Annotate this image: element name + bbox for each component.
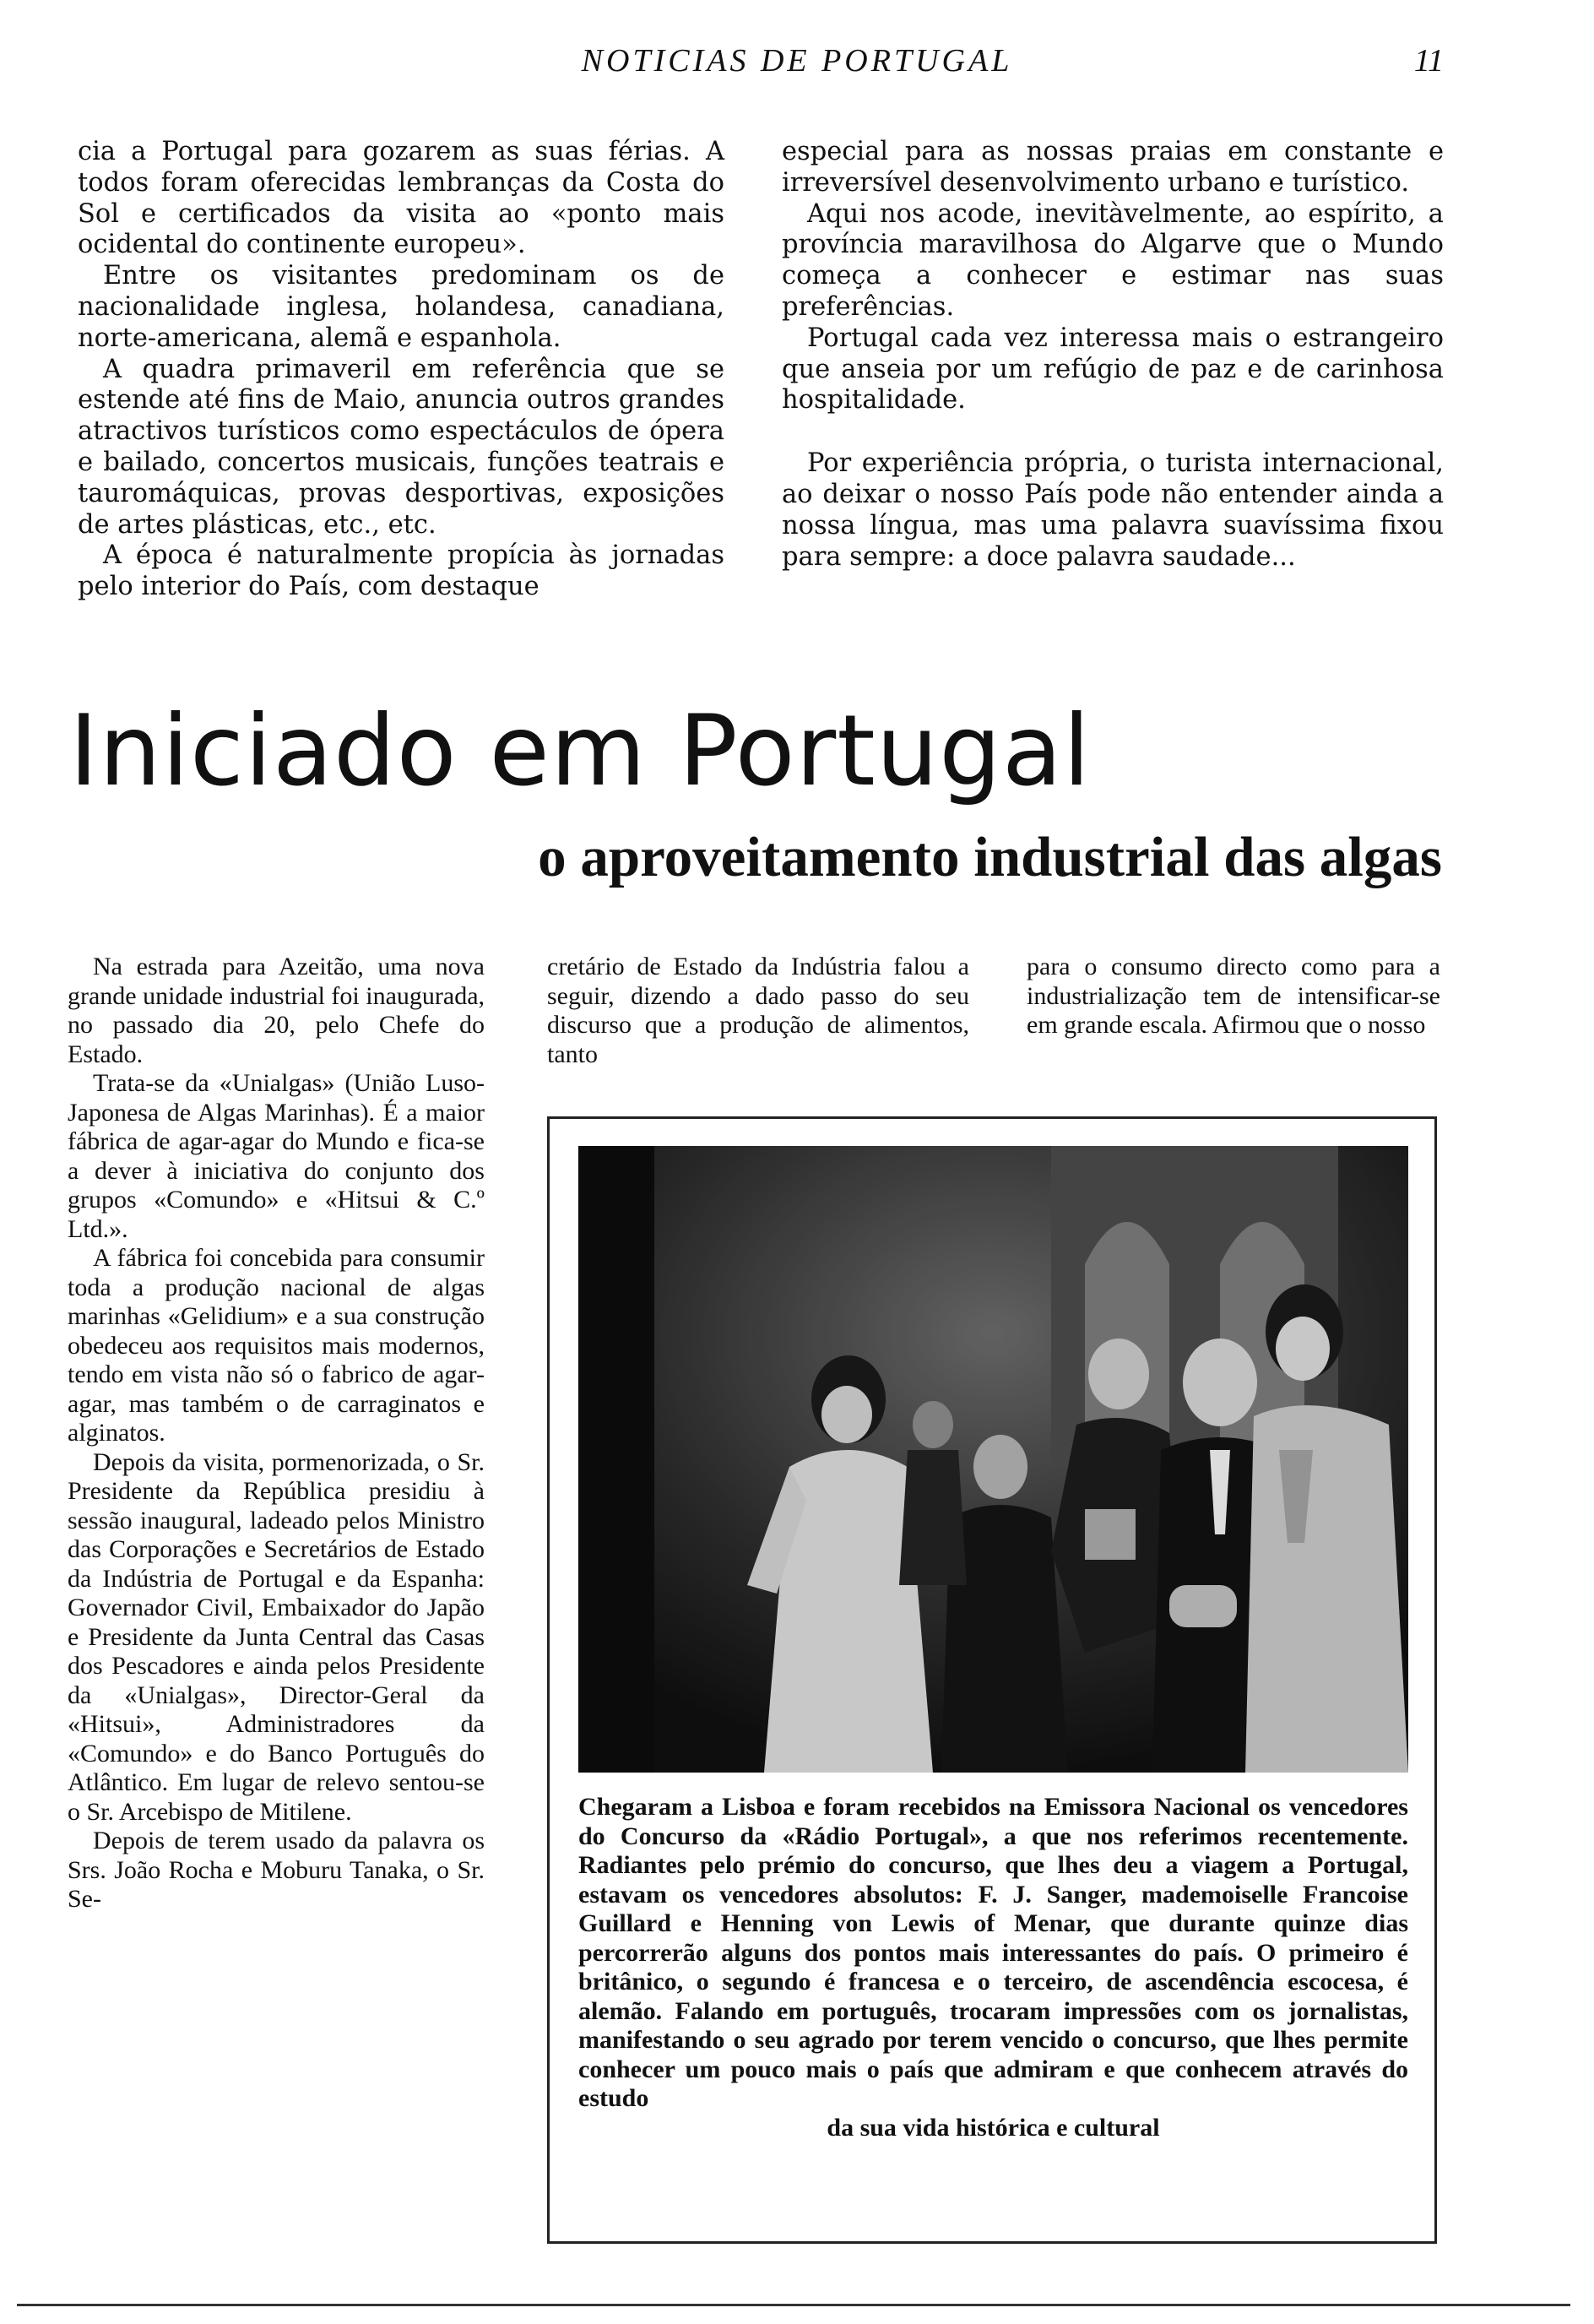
paragraph: Trata-se da «Unialgas» (União Luso-Japonesa de Algas Marinhas). É a maior fábrica de agar-agar do Mundo e fica-se a dever à iniciativa do conjunto dos grupos «Comundo» e «Hitsui & C.º Ltd.».: [68, 1069, 485, 1243]
paragraph: A quadra primaveril em referência que se estende até fins de Maio, anuncia outros grandes atractivos turísticos como espectáculos de ópera e bailado, concertos musicais, funções teatrais e tauromáquicas, provas desportivas, exposições de artes plásticas, etc., etc.: [78, 354, 724, 540]
top-article-left-column: [78, 137, 724, 603]
headline: Iniciado em Portugal: [69, 694, 1092, 808]
paragraph: cia a Portugal para gozarem as suas férias. A todos foram oferecidas lembranças da Costa do Sol e certificados da visita ao «ponto mais ocidental do continente europeu».: [78, 137, 724, 260]
subheadline: o aproveitamento industrial das algas: [538, 826, 1442, 888]
top-article-right-column: [782, 137, 1444, 573]
running-header: NOTICIAS DE PORTUGAL: [581, 43, 1013, 79]
page-number: 11: [1413, 43, 1444, 79]
paragraph: Portugal cada vez interessa mais o estrangeiro que anseia por um refúgio de paz e de carinhosa hospitalidade.: [782, 323, 1444, 415]
caption-last-line: da sua vida histórica e cultural: [827, 2113, 1160, 2142]
bottom-rule: [17, 2304, 1570, 2306]
paragraph: A época é naturalmente propícia às jornadas pelo interior do País, com destaque: [78, 540, 724, 602]
photo-box: [547, 1116, 1437, 2244]
caption-text: Chegaram a Lisboa e foram recebidos na Emissora Nacional os vencedores do Concurso da «Rádio Portugal», a que nos referimos recentemente. Radiantes pelo prémio do concurso, que lhes deu a viagem a Portugal, estavam os vencedores absolutos: F. J. Sanger, mademoiselle Francoise Guillard e Henning von Lewis of Menar, que durante quinze dias percorrerão alguns dos pontos mais interessantes do país. O primeiro é britânico, o segundo é francesa e o terceiro, de ascendência escocesa, é alemão. Falando em português, trocaram impressões com os jornalistas, manifestando o seu agrado por terem vencido o concurso, que lhes permite conhecer um pouco mais o país que admiram e que conhecem através do estudo: [578, 1793, 1408, 2112]
paragraph: Depois da visita, pormenorizada, o Sr. Presidente da República presidiu à sessão inaugural, ladeado pelos Ministro das Corporações e Secretários de Estado da Indústria de Portugal e da Espanha: Governador Civil, Embaixador do Japão e Presidente da Junta Central das Casas dos Pescadores e ainda pelos Presidente da «Unialgas», Director-Geral da «Hitsui», Administradores da «Comundo» e do Banco Português do Atlântico. Em lugar de relevo sentou-se o Sr. Arcebispo de Mitilene.: [68, 1447, 485, 1826]
paragraph: especial para as nossas praias em constante e irreversível desenvolvimento urbano e turístico.: [782, 137, 1444, 198]
news-photograph: [578, 1146, 1408, 1773]
paragraph: Aqui nos acode, inevitàvelmente, ao espírito, a província maravilhosa do Algarve que o Mundo começa a conhecer e estimar nas suas preferências.: [782, 198, 1444, 322]
paragraph: Depois de terem usado da palavra os Srs. João Rocha e Moburu Tanaka, o Sr. Se-: [68, 1827, 485, 1913]
article-column-3: [1027, 953, 1440, 1040]
paragraph: Entre os visitantes predominam os de nacionalidade inglesa, holandesa, canadiana, norte-americana, alemã e espanhola.: [78, 261, 724, 353]
paragraph: para o consumo directo como para a industrialização tem de intensificar-se em grande escala. Afirmou que o nosso: [1027, 953, 1440, 1039]
paragraph: cretário de Estado da Indústria falou a seguir, dizendo a dado passo do seu discurso que a produção de alimentos, tanto: [547, 953, 969, 1068]
article-column-1: [68, 953, 485, 1914]
paragraph: A fábrica foi concebida para consumir toda a produção nacional de algas marinhas «Gelidium» e a sua construção obedeceu aos requisitos mais modernos, tendo em vista não só o fabrico de agar-agar, mas também o de carraginatos e alginatos.: [68, 1244, 485, 1447]
article-column-2: [547, 953, 969, 1069]
paragraph: Por experiência própria, o turista internacional, ao deixar o nosso País pode não entender ainda a nossa língua, mas uma palavra suavíssima fixou para sempre: a doce palavra saudade...: [782, 448, 1444, 572]
paragraph: Na estrada para Azeitão, uma nova grande unidade industrial foi inaugurada, no passado dia 20, pelo Chefe do Estado.: [68, 953, 485, 1068]
photo-caption: [578, 1793, 1408, 2142]
